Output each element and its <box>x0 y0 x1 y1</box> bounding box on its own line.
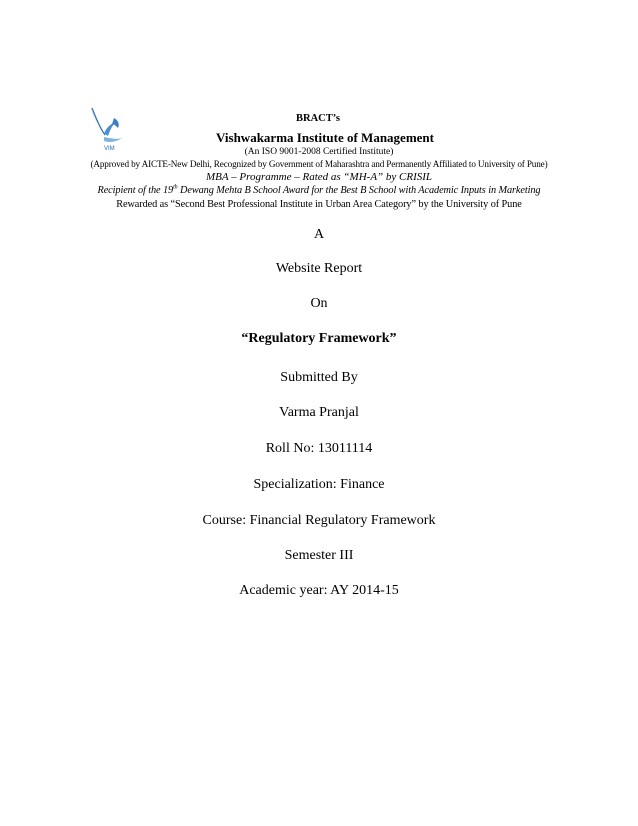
semester: Semester III <box>284 548 354 563</box>
logo-text: VIM <box>104 146 115 152</box>
rewarded-statement: Rewarded as “Second Best Professional Institute in Urban Area Category” by the University of Pune <box>116 199 522 210</box>
award-statement <box>0 185 638 196</box>
specialization: Specialization: Finance <box>253 477 385 492</box>
submitted-by-label: Submitted By <box>280 370 358 385</box>
report-on: On <box>310 296 328 311</box>
report-article: A <box>313 227 325 242</box>
course: Course: Financial Regulatory Framework <box>202 513 436 528</box>
report-title: “Regulatory Framework” <box>241 331 397 346</box>
award-superscript: th <box>173 184 178 191</box>
institute-name: Vishwakarma Institute of Management <box>216 130 434 145</box>
approval-statement: (Approved by AICTE-New Delhi, Recognized by Government of Maharashtra and Permanently Affiliated to University of Pune) <box>90 159 548 169</box>
roll-number: Roll No: 13011114 <box>265 441 373 456</box>
student-name: Varma Pranjal <box>279 405 359 420</box>
mba-rating: MBA – Programme – Rated as “MH-A” by CRISIL <box>205 171 433 183</box>
academic-year: Academic year: AY 2014-15 <box>239 583 399 598</box>
award-prefix: Recipient of the 19 <box>97 185 174 196</box>
report-type: Website Report <box>275 261 363 276</box>
award-suffix: Dewang Mehta B School Award for the Best B School with Academic Inputs in Marketing <box>177 185 541 196</box>
bract-label: BRACT’s <box>296 113 340 124</box>
iso-certification: (An ISO 9001-2008 Certified Institute) <box>244 147 394 157</box>
